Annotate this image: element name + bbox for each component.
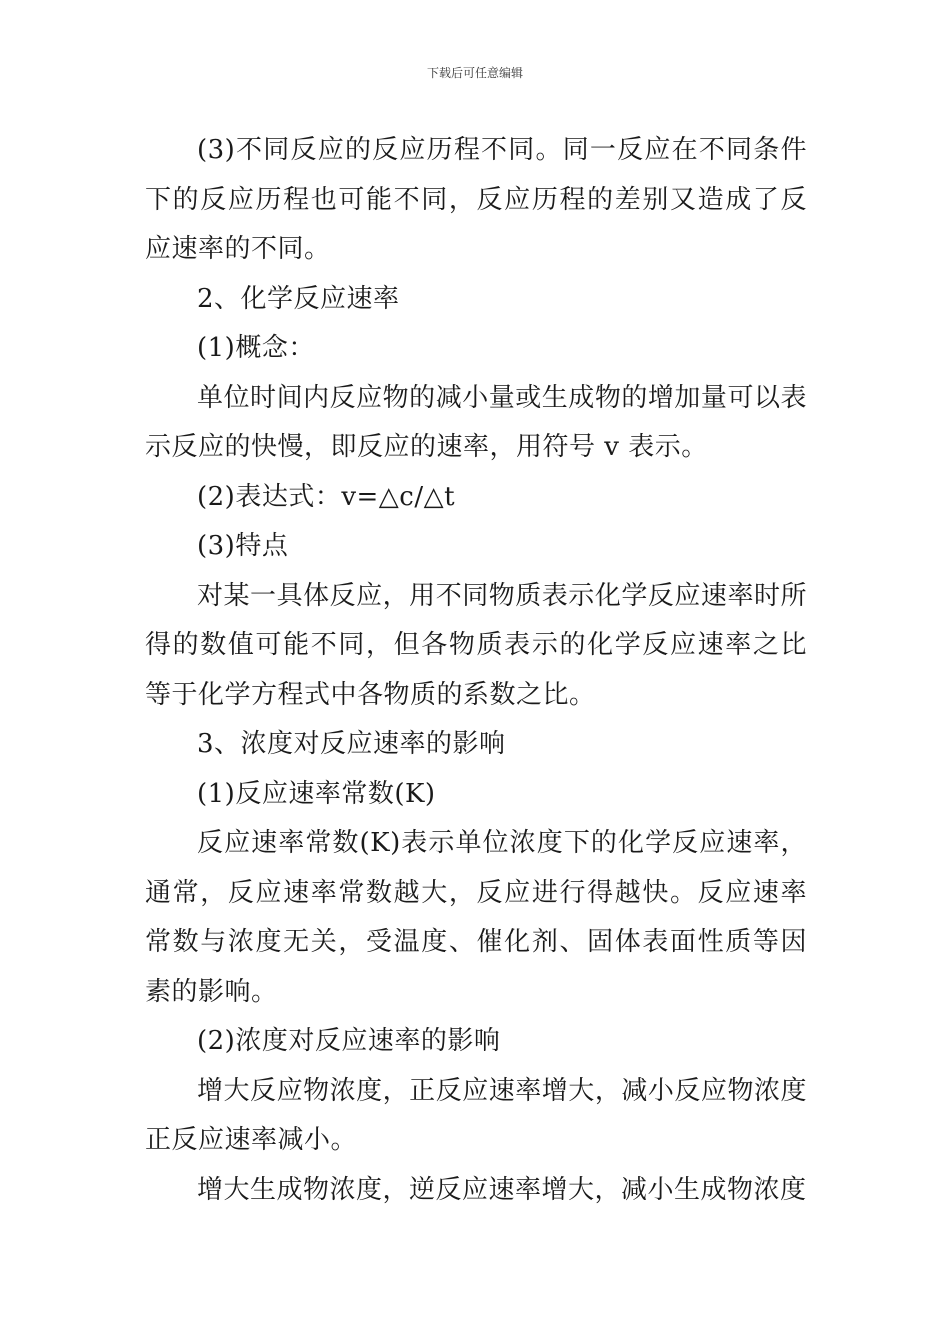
subheading: (2)浓度对反应速率的影响	[197, 1026, 501, 1056]
section-heading: 2、化学反应速率	[197, 283, 400, 314]
paragraph: 增大生成物浓度，逆反应速率增大，减小生成物浓度	[197, 1174, 807, 1205]
page-header: 下载后可任意编辑	[426, 66, 523, 80]
paragraph: (3)不同反应的反应历程不同。同一反应在不同条件下的反应历程也可能不同，反应历程的差别又造成了反应速率的不同。	[145, 135, 807, 264]
subheading: (1)反应速率常数(K)	[197, 778, 436, 809]
section-heading: 3、浓度对反应速率的影响	[197, 729, 506, 759]
subheading: (1)概念：	[197, 333, 315, 363]
paragraph: 反应速率常数(K)表示单位浓度下的化学反应速率，通常，反应速率常数越大，反应进行得越快。反应速率常数与浓度无关，受温度、催化剂、固体表面性质等因素的影响。	[145, 828, 807, 1007]
document-body	[145, 126, 807, 1215]
formula-line: (2)表达式：v=△c/△t	[197, 481, 456, 512]
paragraph: 对某一具体反应，用不同物质表示化学反应速率时所得的数值可能不同，但各物质表示的化学反应速率之比等于化学方程式中各物质的系数之比。	[145, 580, 807, 710]
paragraph: 单位时间内反应物的减小量或生成物的增加量可以表示反应的快慢，即反应的速率，用符号 v 表示。	[145, 382, 807, 462]
paragraph: 增大反应物浓度，正反应速率增大，减小反应物浓度正反应速率减小。	[145, 1075, 807, 1155]
subheading: (3)特点	[197, 531, 289, 561]
